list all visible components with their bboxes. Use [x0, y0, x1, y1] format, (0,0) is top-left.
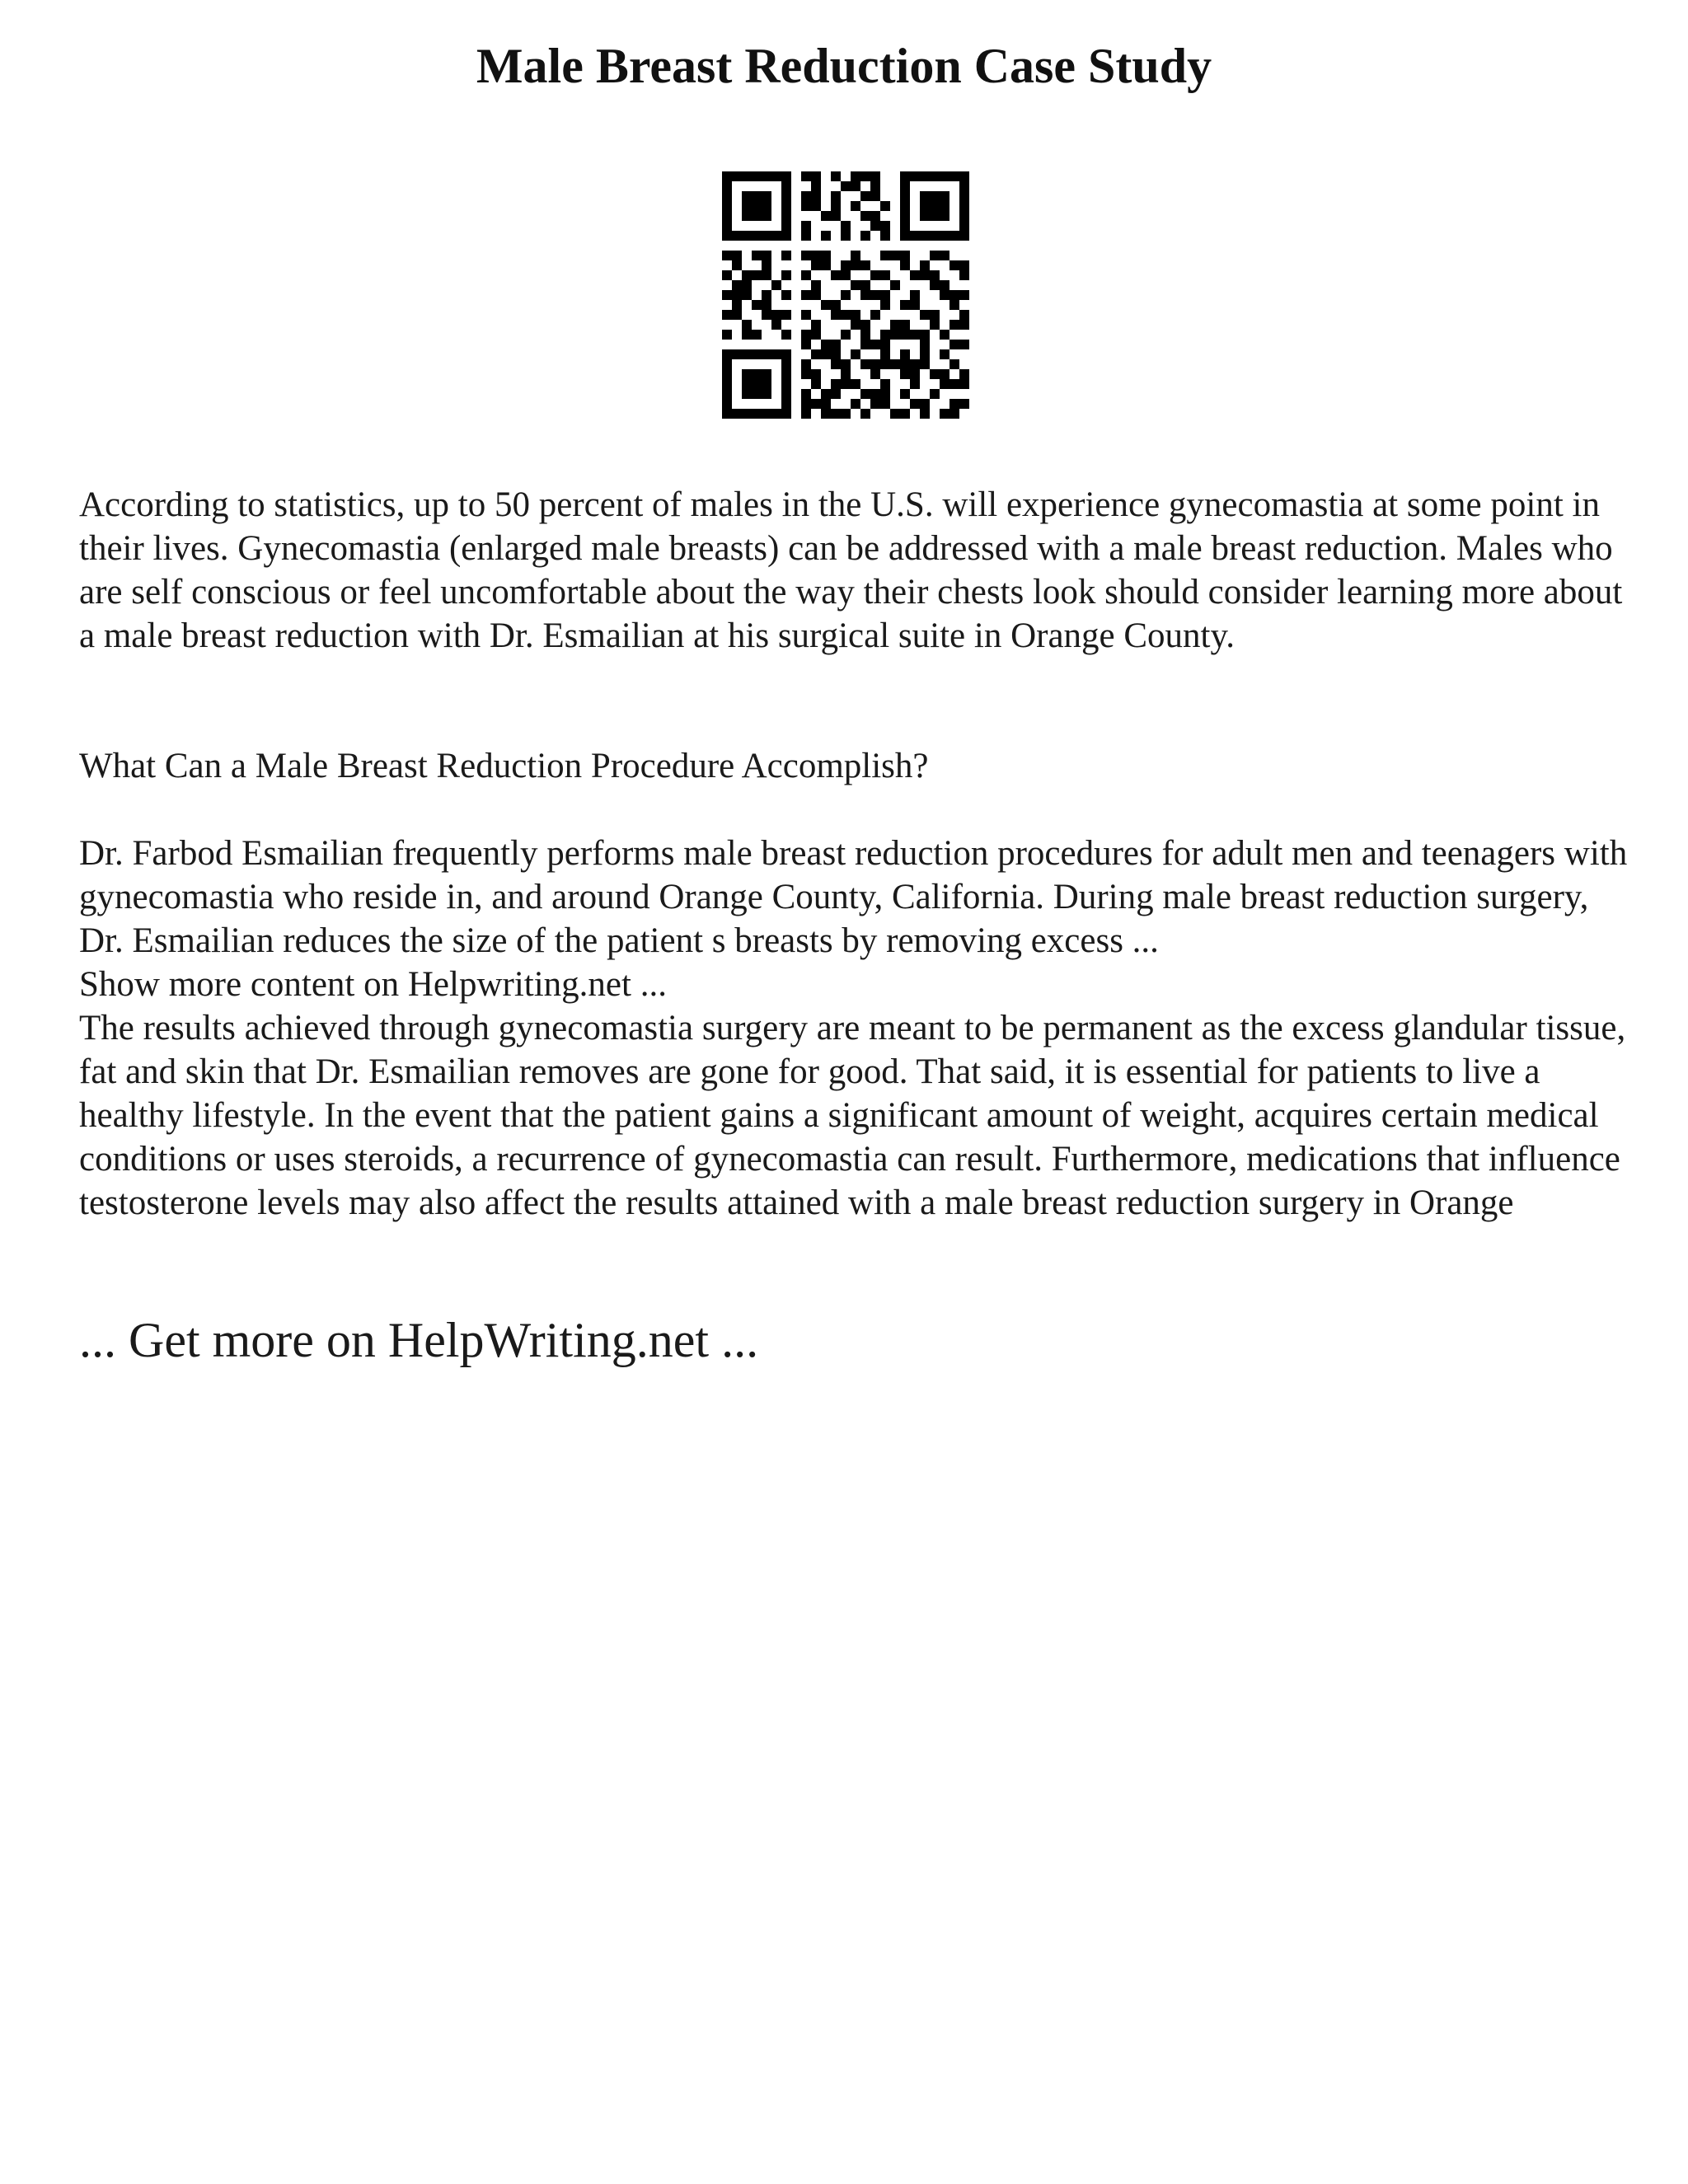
procedure-paragraph: Dr. Farbod Esmailian frequently performs male breast reduction procedures for adult men and teenagers with gynecomastia who reside in, and around Orange County, California. During male breast reduction surgery, Dr. Esmailian reduces the size of the patient s breasts by removing excess ...: [79, 834, 1628, 960]
get-more-link[interactable]: ... Get more on HelpWriting.net ...: [79, 1313, 759, 1367]
qr-code-icon: [722, 171, 969, 419]
show-more-link[interactable]: Show more content on Helpwriting.net ...: [79, 965, 667, 1004]
results-paragraph: The results achieved through gynecomastia surgery are meant to be permanent as the excess glandular tissue, fat and skin that Dr. Esmailian removes are gone for good. That said, it is essential for patients to live a healthy lifestyle. In the event that the patient gains a significant amount of weight, acquires certain medical conditions or uses steroids, a recurrence of gynecomastia can result. Furthermore, medications that influence testosterone levels may also affect the results attained with a male breast reduction surgery in Orange: [79, 1009, 1626, 1222]
section-heading: What Can a Male Breast Reduction Procedure Accomplish?: [79, 747, 929, 785]
intro-paragraph: According to statistics, up to 50 percent of males in the U.S. will experience gynecomastia at some point in their lives. Gynecomastia (enlarged male breasts) can be addressed with a male breast reduction. Males who are self conscious or feel uncomfortable about the way their chests look should consider learning more about a male breast reduction with Dr. Esmailian at his surgical suite in Orange County.: [79, 485, 1623, 655]
page-title: Male Breast Reduction Case Study: [476, 39, 1212, 93]
